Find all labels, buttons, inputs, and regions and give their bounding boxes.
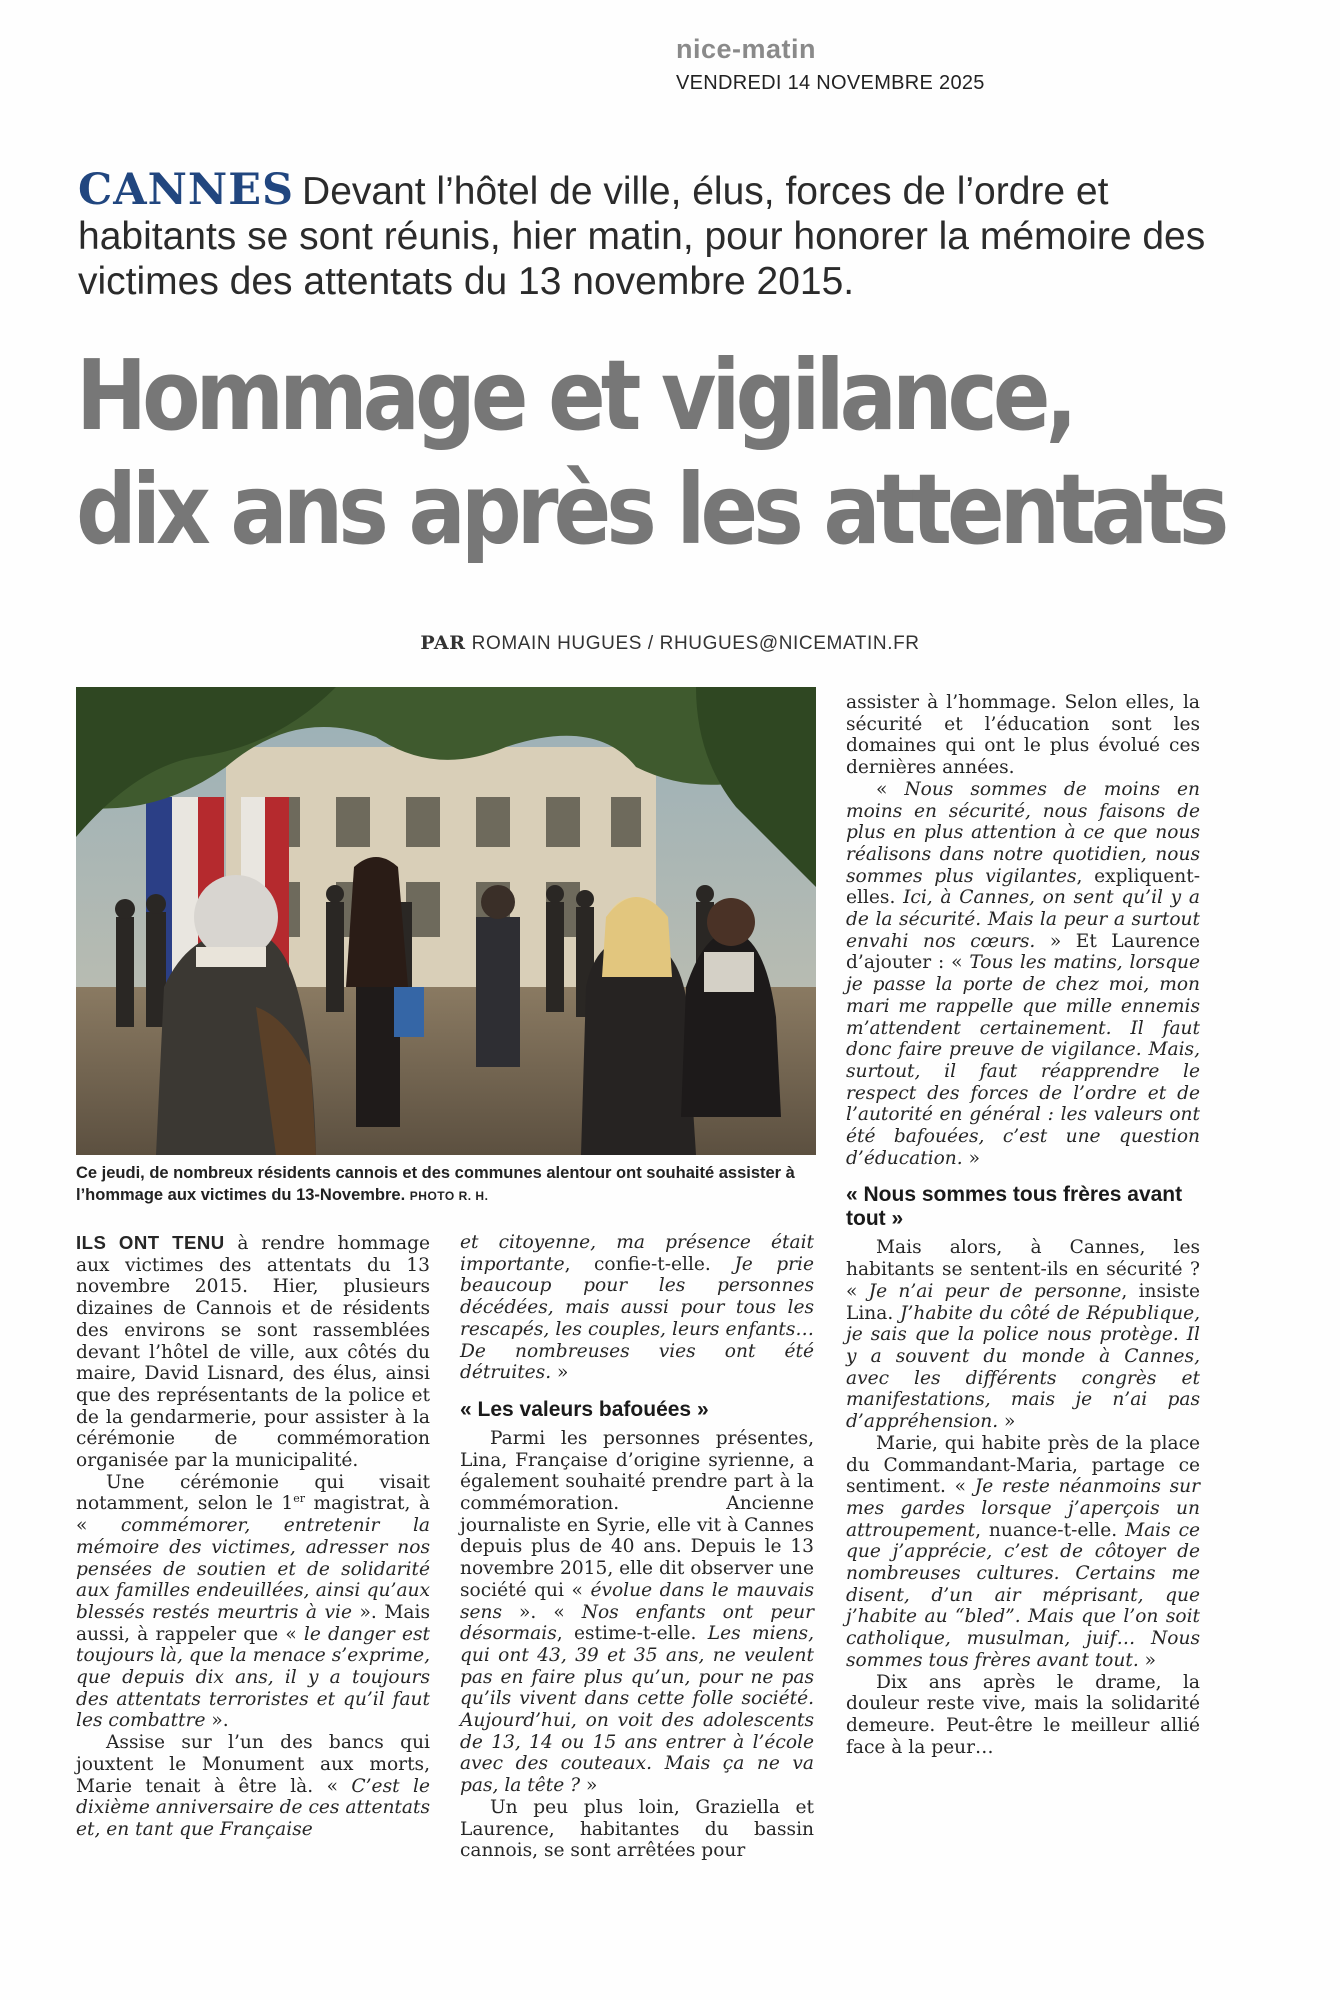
text-run: »: [1138, 1649, 1157, 1671]
photo-caption-text: Ce jeudi, de nombreux résidents cannois et des communes alentour ont souhaité assister à l’hommage aux victimes du 13-Novembre.: [76, 1164, 795, 1204]
ceremony-crowd-photo: [76, 687, 816, 1155]
lead-in: ILS ONT TENU: [76, 1232, 225, 1253]
quote: Tous les matins, lorsque je passe la porte de chez moi, mon mari me rappelle que mille ennemis m’attendent certainement. Il faut donc faire preuve de vigilance. Mais, surtout, il faut réapprendre le respect des forces de l’ordre et de l’autorité en général : les valeurs ont été bafouées, c’est une question d’éducation.: [846, 952, 1200, 1169]
paragraph: [460, 1232, 814, 1384]
paragraph: [846, 1237, 1200, 1432]
paragraph: [76, 1732, 430, 1841]
text-run: , confie-t-elle.: [564, 1253, 735, 1275]
text-run: ».: [205, 1710, 229, 1732]
kicker-city: CANNES: [78, 165, 295, 215]
quote: Nous sommes de moins en moins en sécurité, nous faisons de plus en plus attention à ce que nous réalisons dans notre quotidien, nous sommes plus vigilantes: [846, 778, 1200, 887]
article-kicker: [78, 165, 1208, 304]
publication-date: VENDREDI 14 NOVEMBRE 2025: [676, 72, 985, 94]
paragraph-text: à rendre hommage aux victimes des attentats du 13 novembre 2015. Hier, plusieurs dizaines de Cannois et de résidents des environs se sont rassemblées devant l’hôtel de ville, aux côtés du maire, David Lisnard, des élus, ainsi que des représentants de la police et de la gendarmerie, pour assister à la cérémonie de commémoration organisée par la municipalité.: [76, 1233, 430, 1472]
paragraph: [846, 1672, 1200, 1759]
byline-author: ROMAIN HUGUES / RHUGUES@NICEMATIN.FR: [471, 633, 920, 654]
paragraph: [76, 1472, 430, 1732]
article-column-1: [76, 1232, 430, 1841]
quote: commémorer, entretenir la mémoire des victimes, adresser nos pensées de soutien et de solidarité aux familles endeuillées, ainsi qu’aux blessés restés meurtris à vie: [76, 1515, 430, 1623]
text-run: Mais alors, à Cannes, les habitants se sentent-ils en sécurité ? «: [846, 1237, 1200, 1302]
quote: Ici, à Cannes, on sent qu’il y a de la sécurité. Mais la peur a surtout envahi nos cœurs.: [846, 887, 1200, 952]
paragraph: [460, 1797, 814, 1862]
article-headline: [76, 340, 1276, 568]
superscript: er: [293, 1492, 306, 1506]
quote: évolue dans le mauvais sens: [460, 1579, 814, 1623]
text-run: Dix ans après le drame, la douleur reste vive, mais la solidarité demeure. Peut-être le meilleur allié face à la peur…: [846, 1671, 1200, 1758]
text-run: »: [998, 1411, 1016, 1433]
text-run: ». «: [502, 1601, 582, 1623]
quote: Mais ce que j’apprécie, c’est de côtoyer de nombreuses cultures. Certains me disent, d’un air méprisant, que j’habite au “bled”. Mais que l’on soit catholique, musulman, juif… Nous sommes tous frères avant tout.: [846, 1519, 1200, 1671]
text-run: Un peu plus loin, Graziella et Laurence, habitantes du bassin cannois, se sont arrêtées pour: [460, 1796, 814, 1862]
quote: et citoyenne, ma présence était importante: [460, 1232, 814, 1275]
paragraph: [846, 692, 1200, 779]
text-run: Parmi les personnes présentes, Lina, Française d’origine syrienne, a également souhaité prendre part à la commémoration. Ancienne journaliste en Syrie, elle vit à Cannes depuis plus de 40 ans. Depuis le 13 novembre 2015, elle dit observer une société qui «: [460, 1427, 814, 1601]
text-run: , expliquent-elles.: [846, 865, 1201, 909]
paragraph: [460, 1428, 814, 1797]
headline-line-1: Hommage et vigilance,: [76, 340, 1073, 453]
text-run: Assise sur l’un des bancs qui jouxtent le Monument aux morts, Marie tenait à être là. «: [76, 1732, 430, 1797]
subheading-valeurs: « Les valeurs bafouées »: [460, 1397, 709, 1421]
article-column-2: [460, 1232, 814, 1862]
quote: le danger est toujours là, que la menace s’exprime, que depuis dix ans, il y a toujours des attentats terroristes et qu’il faut les combattre: [76, 1623, 431, 1732]
text-run: »: [962, 1147, 980, 1169]
text-run: ». Mais aussi, à rappeler que «: [76, 1601, 430, 1645]
headline-line-2: dix ans après les attentats: [76, 454, 1225, 567]
article-photo: [76, 687, 816, 1155]
paragraph: [846, 779, 1200, 1170]
quote: Je n’ai peur de personne: [868, 1280, 1122, 1302]
text-run: «: [876, 778, 905, 800]
text-run: Marie, qui habite près de la place du Commandant-Maria, partage ce sentiment. «: [846, 1432, 1200, 1498]
text-run: Une cérémonie qui visait notamment, selon le 1: [76, 1471, 430, 1515]
publication-name: nice-matin: [676, 34, 817, 64]
text-run: » Et Laurence d’ajouter : «: [846, 930, 1200, 974]
quote: Je reste néanmoins sur mes gardes lorsque j’aperçois un attroupement: [846, 1476, 1200, 1541]
text-run: magistrat, à «: [76, 1493, 430, 1537]
photo-credit: PHOTO R. H.: [409, 1189, 489, 1203]
quote: Les miens, qui ont 43, 39 et 35 ans, ne veulent pas en faire plus qu’un, pour ne pas qu’ils vivent dans cette folle société. Aujourd’hui, on voit des adolescents de 13, 14 ou 15 ans entrer à l’école avec des couteaux. Mais ça ne va pas, la tête ?: [460, 1623, 814, 1797]
text-run: »: [551, 1362, 569, 1384]
quote: Nos enfants ont peur désormais: [460, 1601, 814, 1645]
quote: C’est le dixième anniversaire de ces attentats et, en tant que Française: [76, 1775, 430, 1840]
paragraph: [76, 1232, 430, 1472]
article-column-3: [846, 692, 1200, 1758]
text-run: assister à l’hommage. Selon elles, la sécurité et l’éducation sont les domaines qui ont le plus évolué ces dernières années.: [846, 692, 1200, 779]
quote: J’habite du côté de République, je sais que la police nous protège. Il y a souvent du monde à Cannes, avec les différents congrès et manifestations, mais je n’ai pas d’appréhension.: [846, 1302, 1200, 1433]
kicker-text: Devant l’hôtel de ville, élus, forces de l’ordre et habitants se sont réunis, hier matin, pour honorer la mémoire des victimes des attentats du 13 novembre 2015.: [78, 170, 1206, 303]
text-run: , nuance-t-elle.: [975, 1519, 1126, 1541]
text-run: »: [580, 1775, 598, 1797]
text-run: , insiste Lina.: [846, 1280, 1201, 1324]
byline: [0, 632, 1340, 655]
subheading-freres: « Nous sommes tous frères avant tout »: [846, 1183, 1183, 1231]
photo-caption: [76, 1162, 816, 1207]
quote: Je prie beaucoup pour les personnes décédées, mais aussi pour tous les rescapés, les couples, leurs enfants… De nombreuses vies ont été détruites.: [460, 1253, 814, 1384]
paragraph: [846, 1433, 1200, 1672]
text-run: , estime-t-elle.: [556, 1623, 708, 1645]
byline-prefix: PAR: [420, 632, 466, 654]
